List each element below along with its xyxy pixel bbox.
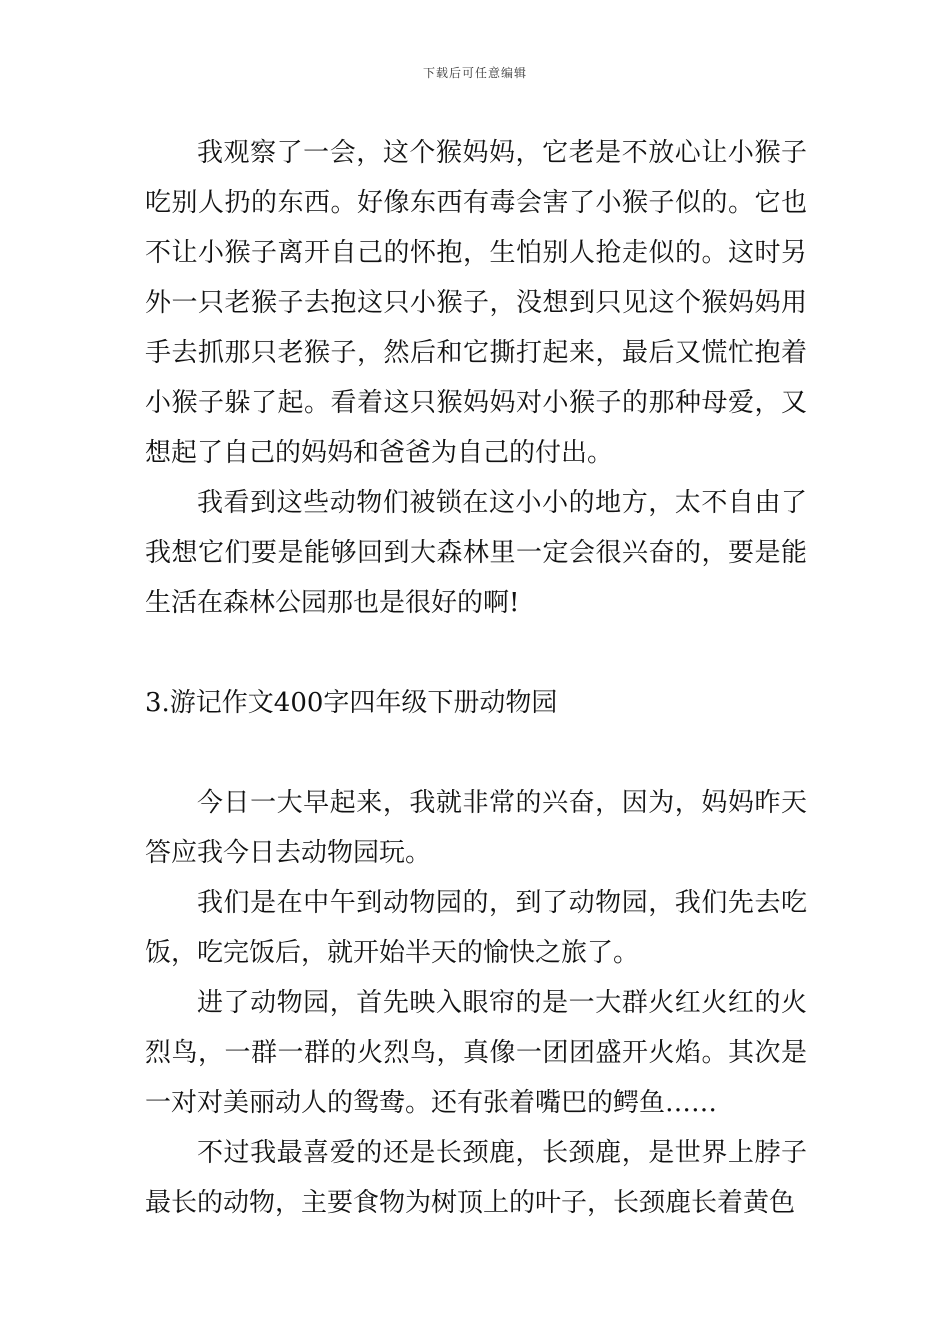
paragraph-animals-locked: 我看到这些动物们被锁在这小小的地方，太不自由了我想它们要是能够回到大森林里一定会很兴奋的，要是能生活在森林公园那也是很好的啊!	[145, 488, 807, 618]
paragraph-giraffe: 不过我最喜爱的还是长颈鹿，长颈鹿，是世界上脖子最长的动物，主要食物为树顶上的叶子，长颈鹿长着黄色	[145, 1138, 807, 1218]
paragraph-morning: 今日一大早起来，我就非常的兴奋，因为，妈妈昨天答应我今日去动物园玩。	[145, 788, 807, 868]
paragraph-flamingos: 进了动物园，首先映入眼帘的是一大群火红火红的火烈鸟，一群一群的火烈鸟，真像一团团盛开火焰。其次是一对对美丽动人的鸳鸯。还有张着嘴巴的鳄鱼……	[145, 988, 807, 1118]
paragraph-monkey-mother: 我观察了一会，这个猴妈妈，它老是不放心让小猴子吃别人扔的东西。好像东西有毒会害了小猴子似的。它也不让小猴子离开自己的怀抱，生怕别人抢走似的。这时另外一只老猴子去抱这只小猴子，没想到只见这个猴妈妈用手去抓那只老猴子，然后和它撕打起来，最后又慌忙抱着小猴子躲了起。看着这只猴妈妈对小猴子的那种母爱，又想起了自己的妈妈和爸爸为自己的付出。	[145, 138, 807, 468]
header-note: 下载后可任意编辑	[422, 66, 527, 80]
spacer	[145, 628, 807, 678]
document-body	[145, 128, 807, 1228]
section-heading: 3.游记作文400字四年级下册动物园	[145, 688, 558, 718]
paragraph-lunch: 我们是在中午到动物园的，到了动物园，我们先去吃饭，吃完饭后，就开始半天的愉快之旅了。	[145, 888, 807, 968]
spacer	[145, 728, 807, 778]
